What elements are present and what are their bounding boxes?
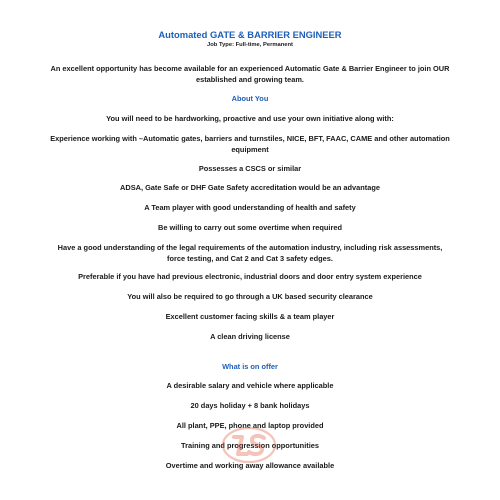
- about-item-cscs: Possesses a CSCS or similar: [198, 164, 302, 173]
- about-item-security-clearance: You will also be required to go through a UK based security clearance: [127, 292, 373, 301]
- about-item-experience: Experience working with –Automatic gates, barriers and turnstiles, NICE, BFT, FAAC, CAME and other automation equipment: [50, 134, 450, 154]
- about-item-previous-experience: Preferable if you have had previous electronic, industrial doors and door entry system experience: [78, 272, 422, 281]
- offer-item-equipment: All plant, PPE, phone and laptop provided: [176, 421, 324, 430]
- intro-paragraph: An excellent opportunity has become available for an experienced Automatic Gate & Barrier Engineer to join OUR established and growing team.: [50, 64, 450, 84]
- about-item-driving-license: A clean driving license: [210, 332, 290, 341]
- offer-item-salary: A desirable salary and vehicle where applicable: [166, 381, 334, 390]
- about-item-accreditation: ADSA, Gate Safe or DHF Gate Safety accreditation would be an advantage: [120, 183, 380, 192]
- about-item-customer-skills: Excellent customer facing skills & a team player: [165, 312, 335, 321]
- company-logo-watermark-icon: [220, 424, 278, 466]
- offer-item-overtime-allowance: Overtime and working away allowance available: [165, 461, 335, 470]
- offer-heading: What is on offer: [222, 362, 278, 371]
- offer-item-holiday: 20 days holiday + 8 bank holidays: [190, 401, 310, 410]
- about-item-legal: Have a good understanding of the legal requirements of the automation industry, including risk assessments, force testing, and Cat 2 and Cat 3 safety edges.: [57, 243, 443, 263]
- job-title: Automated GATE & BARRIER ENGINEER: [158, 29, 342, 40]
- job-type: Job Type: Full-time, Permanent: [207, 42, 293, 48]
- about-lead: You will need to be hardworking, proactive and use your own initiative along with:: [106, 114, 394, 123]
- offer-item-training: Training and progression opportunities: [181, 441, 319, 450]
- about-item-overtime: Be willing to carry out some overtime when required: [158, 223, 342, 232]
- about-item-team-player: A Team player with good understanding of health and safety: [144, 203, 356, 212]
- about-heading: About You: [231, 94, 269, 103]
